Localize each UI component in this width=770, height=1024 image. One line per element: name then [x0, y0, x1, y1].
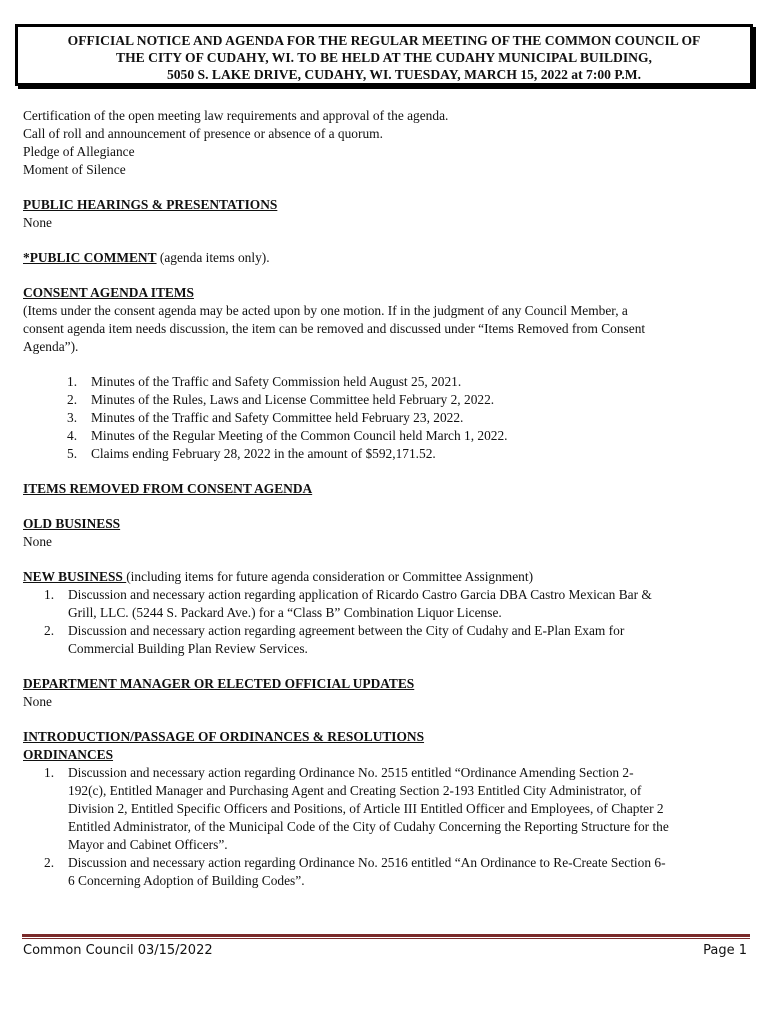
footer-divider — [22, 934, 750, 937]
header-line-1: OFFICIAL NOTICE AND AGENDA FOR THE REGULAR MEETING OF THE COMMON COUNCIL OF — [67, 33, 701, 48]
consent-item-text: Minutes of the Regular Meeting of the Common Council held March 1, 2022. — [91, 428, 508, 443]
removed-items-heading: ITEMS REMOVED FROM CONSENT AGENDA — [23, 481, 313, 496]
new-business-heading: NEW BUSINESS — [23, 569, 127, 584]
ordinances-subheading: ORDINANCES — [23, 747, 114, 762]
public-comment-line — [23, 249, 751, 267]
consent-item-text: Minutes of the Traffic and Safety Committee held February 23, 2022. — [91, 410, 464, 425]
new-business-note: (including items for future agenda consideration or Committee Assignment) — [126, 569, 534, 584]
consent-item — [23, 391, 751, 409]
consent-item-text: Claims ending February 28, 2022 in the amount of $592,171.52. — [91, 446, 436, 461]
consent-item — [23, 409, 751, 427]
item-line: Mayor and Cabinet Officers”. — [68, 837, 228, 852]
consent-item-text: Minutes of the Rules, Laws and License Committee held February 2, 2022. — [91, 392, 495, 407]
dept-updates-body: None — [23, 694, 53, 709]
item-line: 6 Concerning Adoption of Building Codes”. — [68, 873, 305, 888]
opening-item-certification: Certification of the open meeting law requirements and approval of the agenda. — [23, 108, 449, 123]
item-line: Division 2, Entitled Specific Officers and Positions, of Article III Entitled Officer and Employees, of Chapter 2 — [68, 801, 664, 816]
item-line: 192(c), Entitled Manager and Purchasing Agent and Creating Section 2-193 Entitled City Administrator, of — [68, 783, 642, 798]
new-business-item-number: 1. — [44, 587, 55, 602]
item-line: Entitled Administrator, of the Municipal Code of the City of Cudahy Concerning the Reporting Structure for the — [68, 819, 669, 834]
new-business-item — [23, 622, 751, 658]
footer-page-number: Page 1 — [703, 943, 747, 958]
ordinance-item — [23, 764, 751, 854]
old-business-body: None — [23, 534, 53, 549]
dept-updates-heading: DEPARTMENT MANAGER OR ELECTED OFFICIAL UPDATES — [23, 676, 415, 691]
item-line: Grill, LLC. (5244 S. Packard Ave.) for a “Class B” Combination Liquor License. — [68, 605, 502, 620]
consent-item — [23, 373, 751, 391]
consent-item-number: 5. — [67, 446, 78, 461]
ordinance-item-number: 2. — [44, 855, 55, 870]
consent-item-number: 1. — [67, 374, 78, 389]
consent-heading: CONSENT AGENDA ITEMS — [23, 285, 194, 300]
item-line: Discussion and necessary action regarding Ordinance No. 2516 entitled “An Ordinance to Re-Create Section 6- — [68, 855, 666, 870]
new-business-item-number: 2. — [44, 623, 55, 638]
item-line: Discussion and necessary action regarding Ordinance No. 2515 entitled “Ordinance Amending Section 2- — [68, 765, 634, 780]
new-business-line — [23, 568, 751, 586]
agenda-body — [23, 107, 751, 890]
ordinances-resolutions-heading: INTRODUCTION/PASSAGE OF ORDINANCES & RESOLUTIONS — [23, 729, 425, 744]
consent-desc-line: (Items under the consent agenda may be acted upon by one motion. If in the judgment of any Council Member, a — [23, 303, 628, 318]
consent-item — [23, 445, 751, 463]
ordinances-list — [23, 764, 751, 890]
consent-desc-line: Agenda”). — [23, 339, 79, 354]
old-business-heading: OLD BUSINESS — [23, 516, 121, 531]
header-line-2: THE CITY OF CUDAHY, WI. TO BE HELD AT THE CUDAHY MUNICIPAL BUILDING, — [116, 50, 652, 65]
consent-desc-line: consent agenda item needs discussion, the item can be removed and discussed under “Items Removed from Consent — [23, 321, 646, 336]
public-comment-note: (agenda items only). — [156, 250, 270, 265]
new-business-item — [23, 586, 751, 622]
consent-item — [23, 427, 751, 445]
item-line: Commercial Building Plan Review Services. — [68, 641, 308, 656]
consent-item-number: 4. — [67, 428, 78, 443]
consent-items-list — [23, 373, 751, 463]
opening-item-silence: Moment of Silence — [23, 162, 126, 177]
ordinance-item — [23, 854, 751, 890]
header-line-3: 5050 S. LAKE DRIVE, CUDAHY, WI. TUESDAY, MARCH 15, 2022 at 7:00 P.M. — [166, 67, 642, 82]
opening-item-pledge: Pledge of Allegiance — [23, 144, 135, 159]
public-hearings-heading: PUBLIC HEARINGS & PRESENTATIONS — [23, 197, 278, 212]
footer-divider-thin — [22, 938, 750, 939]
ordinance-item-number: 1. — [44, 765, 55, 780]
opening-item-roll-call: Call of roll and announcement of presence or absence of a quorum. — [23, 126, 383, 141]
consent-item-number: 2. — [67, 392, 78, 407]
consent-item-number: 3. — [67, 410, 78, 425]
item-line: Discussion and necessary action regarding application of Ricardo Castro Garcia DBA Castro Mexican Bar & — [68, 587, 652, 602]
footer-meeting-label: Common Council 03/15/2022 — [23, 943, 213, 958]
public-comment-heading: *PUBLIC COMMENT — [23, 250, 157, 265]
item-line: Discussion and necessary action regarding agreement between the City of Cudahy and E-Plan Exam for — [68, 623, 625, 638]
new-business-list — [23, 586, 751, 658]
consent-item-text: Minutes of the Traffic and Safety Commission held August 25, 2021. — [91, 374, 462, 389]
agenda-header-box — [15, 24, 753, 86]
public-hearings-body: None — [23, 215, 53, 230]
